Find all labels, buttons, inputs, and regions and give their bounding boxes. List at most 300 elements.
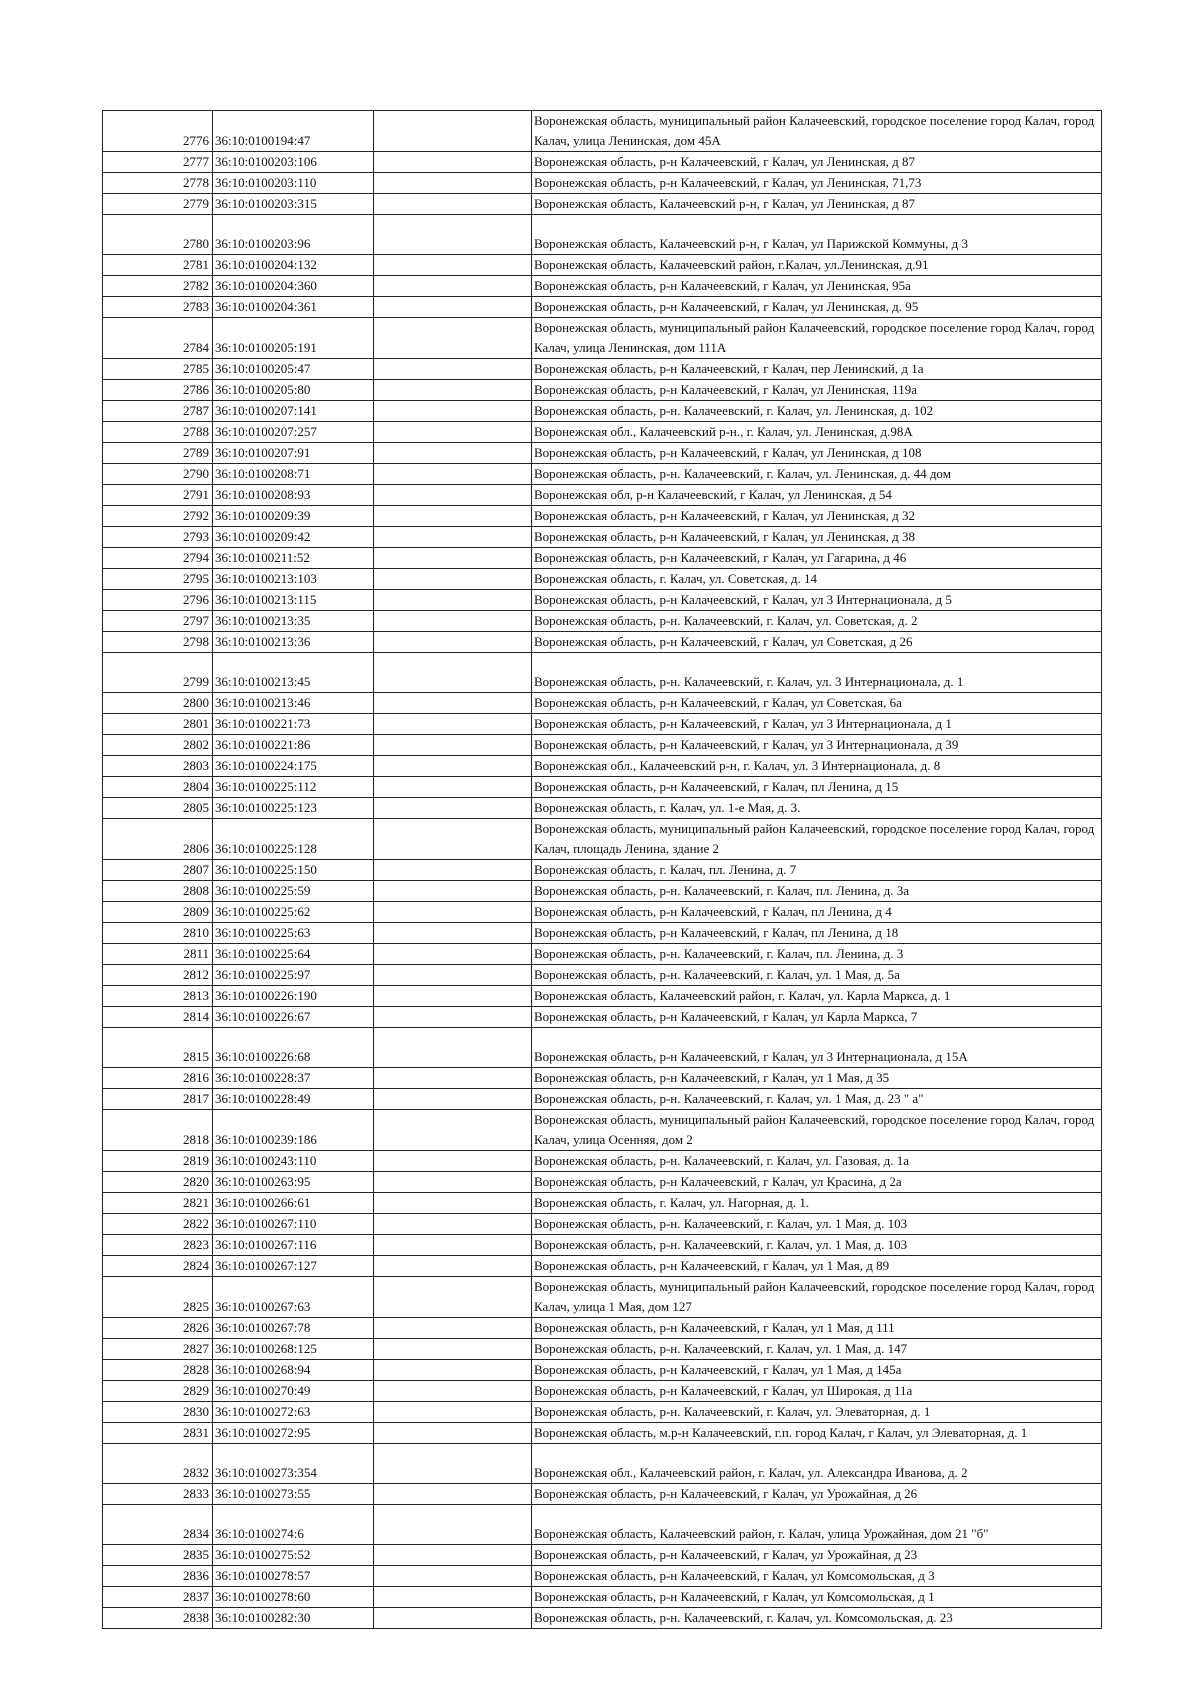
row-number: 2834	[103, 1505, 213, 1545]
row-number: 2812	[103, 965, 213, 986]
cadastral-number: 36:10:0100225:64	[213, 944, 374, 965]
empty-cell	[374, 1566, 532, 1587]
empty-cell	[374, 215, 532, 255]
empty-cell	[374, 590, 532, 611]
row-number: 2797	[103, 611, 213, 632]
table-row	[103, 1007, 1102, 1028]
table-row	[103, 590, 1102, 611]
row-number: 2817	[103, 1089, 213, 1110]
empty-cell	[374, 422, 532, 443]
empty-cell	[374, 401, 532, 422]
cadastral-number: 36:10:0100272:95	[213, 1423, 374, 1444]
row-number: 2838	[103, 1608, 213, 1629]
table-row	[103, 1360, 1102, 1381]
cadastral-number: 36:10:0100273:354	[213, 1444, 374, 1484]
address-cell: Воронежская область, г. Калач, ул. Советская, д. 14	[532, 569, 1102, 590]
empty-cell	[374, 986, 532, 1007]
address-cell: Воронежская область, р-н Калачеевский, г Калач, ул Ленинская, д 87	[532, 152, 1102, 173]
table-row	[103, 380, 1102, 401]
address-cell: Воронежская область, муниципальный район Калачеевский, городское поселение город Калач, город Калач, улица Ленинская, дом 111А	[532, 318, 1102, 359]
row-number: 2796	[103, 590, 213, 611]
table-row	[103, 714, 1102, 735]
address-cell: Воронежская область, р-н. Калачеевский, г. Калач, ул. 1 Мая, д. 23 " а"	[532, 1089, 1102, 1110]
row-number: 2818	[103, 1110, 213, 1151]
table-row	[103, 986, 1102, 1007]
table-row	[103, 255, 1102, 276]
empty-cell	[374, 756, 532, 777]
address-cell: Воронежская область, р-н Калачеевский, г Калач, ул 3 Интернационала, д 1	[532, 714, 1102, 735]
cadastral-number: 36:10:0100225:63	[213, 923, 374, 944]
empty-cell	[374, 1402, 532, 1423]
row-number: 2799	[103, 653, 213, 693]
address-cell: Воронежская область, р-н Калачеевский, г Калач, ул Советская, д 26	[532, 632, 1102, 653]
row-number: 2815	[103, 1028, 213, 1068]
empty-cell	[374, 173, 532, 194]
empty-cell	[374, 276, 532, 297]
address-cell: Воронежская область, р-н Калачеевский, г Калач, пер Ленинский, д 1а	[532, 359, 1102, 380]
cadastral-number: 36:10:0100282:30	[213, 1608, 374, 1629]
row-number: 2827	[103, 1339, 213, 1360]
table-row	[103, 401, 1102, 422]
empty-cell	[374, 443, 532, 464]
address-cell: Воронежская область, р-н Калачеевский, г Калач, ул Советская, 6а	[532, 693, 1102, 714]
cadastral-number: 36:10:0100267:116	[213, 1235, 374, 1256]
table-row	[103, 1256, 1102, 1277]
row-number: 2831	[103, 1423, 213, 1444]
row-number: 2784	[103, 318, 213, 359]
cadastral-number: 36:10:0100205:47	[213, 359, 374, 380]
empty-cell	[374, 1028, 532, 1068]
empty-cell	[374, 777, 532, 798]
table-row	[103, 506, 1102, 527]
table-row	[103, 611, 1102, 632]
cadastral-number: 36:10:0100228:37	[213, 1068, 374, 1089]
cadastral-number: 36:10:0100221:86	[213, 735, 374, 756]
table-row	[103, 1318, 1102, 1339]
address-cell: Воронежская область, г. Калач, ул. 1-е Мая, д. 3.	[532, 798, 1102, 819]
cadastral-number: 36:10:0100239:186	[213, 1110, 374, 1151]
empty-cell	[374, 1235, 532, 1256]
row-number: 2783	[103, 297, 213, 318]
address-cell: Воронежская область, г. Калач, пл. Ленина, д. 7	[532, 860, 1102, 881]
address-cell: Воронежская область, р-н. Калачеевский, г. Калач, ул. Элеваторная, д. 1	[532, 1402, 1102, 1423]
cadastral-number: 36:10:0100207:141	[213, 401, 374, 422]
address-cell: Воронежская область, р-н. Калачеевский, г. Калач, ул. 3 Интернационала, д. 1	[532, 653, 1102, 693]
address-cell: Воронежская область, Калачеевский район, г.Калач, ул.Ленинская, д.91	[532, 255, 1102, 276]
table-row	[103, 756, 1102, 777]
table-row	[103, 653, 1102, 693]
empty-cell	[374, 923, 532, 944]
table-row	[103, 276, 1102, 297]
cadastral-number: 36:10:0100273:55	[213, 1484, 374, 1505]
cadastral-number: 36:10:0100213:35	[213, 611, 374, 632]
cadastral-number: 36:10:0100263:95	[213, 1172, 374, 1193]
empty-cell	[374, 1256, 532, 1277]
row-number: 2781	[103, 255, 213, 276]
empty-cell	[374, 735, 532, 756]
row-number: 2802	[103, 735, 213, 756]
table-row	[103, 1545, 1102, 1566]
row-number: 2795	[103, 569, 213, 590]
empty-cell	[374, 1587, 532, 1608]
table-row	[103, 173, 1102, 194]
row-number: 2786	[103, 380, 213, 401]
empty-cell	[374, 548, 532, 569]
empty-cell	[374, 380, 532, 401]
row-number: 2811	[103, 944, 213, 965]
table-row	[103, 1505, 1102, 1545]
cadastral-number: 36:10:0100266:61	[213, 1193, 374, 1214]
table-row	[103, 194, 1102, 215]
empty-cell	[374, 485, 532, 506]
table-row	[103, 1381, 1102, 1402]
cadastral-number: 36:10:0100224:175	[213, 756, 374, 777]
table-row	[103, 798, 1102, 819]
address-cell: Воронежская область, муниципальный район Калачеевский, городское поселение город Калач, город Калач, улица Ленинская, дом 45А	[532, 111, 1102, 152]
row-number: 2828	[103, 1360, 213, 1381]
empty-cell	[374, 653, 532, 693]
cadastral-number: 36:10:0100205:191	[213, 318, 374, 359]
address-cell: Воронежская область, р-н Калачеевский, г Калач, ул Гагарина, д 46	[532, 548, 1102, 569]
table-row	[103, 297, 1102, 318]
address-cell: Воронежская область, р-н. Калачеевский, г. Калач, ул. 1 Мая, д. 103	[532, 1214, 1102, 1235]
table-row	[103, 1444, 1102, 1484]
address-cell: Воронежская обл., Калачеевский р-н, г. Калач, ул. 3 Интернационала, д. 8	[532, 756, 1102, 777]
row-number: 2788	[103, 422, 213, 443]
empty-cell	[374, 798, 532, 819]
address-cell: Воронежская область, р-н Калачеевский, г Калач, ул 3 Интернационала, д 5	[532, 590, 1102, 611]
address-cell: Воронежская область, р-н Калачеевский, г Калач, ул Комсомольская, д 1	[532, 1587, 1102, 1608]
empty-cell	[374, 1545, 532, 1566]
row-number: 2778	[103, 173, 213, 194]
cadastral-number: 36:10:0100268:94	[213, 1360, 374, 1381]
row-number: 2821	[103, 1193, 213, 1214]
address-cell: Воронежская область, р-н. Калачеевский, г. Калач, ул. 1 Мая, д. 103	[532, 1235, 1102, 1256]
register-body	[103, 111, 1102, 1629]
empty-cell	[374, 569, 532, 590]
table-row	[103, 569, 1102, 590]
row-number: 2794	[103, 548, 213, 569]
empty-cell	[374, 1193, 532, 1214]
cadastral-number: 36:10:0100213:46	[213, 693, 374, 714]
cadastral-number: 36:10:0100203:106	[213, 152, 374, 173]
cadastral-number: 36:10:0100213:36	[213, 632, 374, 653]
row-number: 2820	[103, 1172, 213, 1193]
row-number: 2826	[103, 1318, 213, 1339]
row-number: 2836	[103, 1566, 213, 1587]
cadastral-number: 36:10:0100213:103	[213, 569, 374, 590]
empty-cell	[374, 506, 532, 527]
empty-cell	[374, 318, 532, 359]
cadastral-number: 36:10:0100270:49	[213, 1381, 374, 1402]
address-cell: Воронежская область, м.р-н Калачеевский, г.п. город Калач, г Калач, ул Элеваторная, д. 1	[532, 1423, 1102, 1444]
table-row	[103, 548, 1102, 569]
address-cell: Воронежская обл., Калачеевский р-н., г. Калач, ул. Ленинская, д.98А	[532, 422, 1102, 443]
empty-cell	[374, 1339, 532, 1360]
empty-cell	[374, 693, 532, 714]
cadastral-number: 36:10:0100225:62	[213, 902, 374, 923]
cadastral-number: 36:10:0100225:123	[213, 798, 374, 819]
address-cell: Воронежская область, р-н Калачеевский, г Калач, ул Ленинская, 71,73	[532, 173, 1102, 194]
address-cell: Воронежская область, р-н Калачеевский, г Калач, ул Ленинская, д 108	[532, 443, 1102, 464]
cadastral-number: 36:10:0100209:42	[213, 527, 374, 548]
cadastral-number: 36:10:0100275:52	[213, 1545, 374, 1566]
empty-cell	[374, 194, 532, 215]
address-cell: Воронежская область, Калачеевский р-н, г Калач, ул Парижской Коммуны, д 3	[532, 215, 1102, 255]
cadastral-number: 36:10:0100267:110	[213, 1214, 374, 1235]
cadastral-number: 36:10:0100208:93	[213, 485, 374, 506]
row-number: 2793	[103, 527, 213, 548]
cadastral-number: 36:10:0100221:73	[213, 714, 374, 735]
table-row	[103, 152, 1102, 173]
table-row	[103, 359, 1102, 380]
cadastral-number: 36:10:0100228:49	[213, 1089, 374, 1110]
empty-cell	[374, 1381, 532, 1402]
address-cell: Воронежская область, р-н. Калачеевский, г. Калач, ул. 1 Мая, д. 147	[532, 1339, 1102, 1360]
row-number: 2785	[103, 359, 213, 380]
table-row	[103, 1566, 1102, 1587]
cadastral-number: 36:10:0100205:80	[213, 380, 374, 401]
cadastral-number: 36:10:0100207:257	[213, 422, 374, 443]
cadastral-number: 36:10:0100204:361	[213, 297, 374, 318]
row-number: 2832	[103, 1444, 213, 1484]
empty-cell	[374, 297, 532, 318]
row-number: 2825	[103, 1277, 213, 1318]
row-number: 2823	[103, 1235, 213, 1256]
row-number: 2780	[103, 215, 213, 255]
cadastral-number: 36:10:0100272:63	[213, 1402, 374, 1423]
cadastral-number: 36:10:0100203:110	[213, 173, 374, 194]
address-cell: Воронежская область, р-н Калачеевский, г Калач, пл Ленина, д 4	[532, 902, 1102, 923]
cadastral-number: 36:10:0100213:115	[213, 590, 374, 611]
table-row	[103, 1089, 1102, 1110]
cadastral-number: 36:10:0100204:132	[213, 255, 374, 276]
empty-cell	[374, 611, 532, 632]
address-cell: Воронежская область, р-н. Калачеевский, г. Калач, ул. 1 Мая, д. 5а	[532, 965, 1102, 986]
cadastral-number: 36:10:0100267:78	[213, 1318, 374, 1339]
address-cell: Воронежская область, р-н Калачеевский, г Калач, ул Урожайная, д 26	[532, 1484, 1102, 1505]
empty-cell	[374, 1089, 532, 1110]
table-row	[103, 1484, 1102, 1505]
row-number: 2807	[103, 860, 213, 881]
table-row	[103, 693, 1102, 714]
table-row	[103, 443, 1102, 464]
address-cell: Воронежская область, р-н. Калачеевский, г. Калач, пл. Ленина, д. 3	[532, 944, 1102, 965]
row-number: 2803	[103, 756, 213, 777]
table-row	[103, 1028, 1102, 1068]
table-row	[103, 944, 1102, 965]
row-number: 2782	[103, 276, 213, 297]
row-number: 2792	[103, 506, 213, 527]
table-row	[103, 485, 1102, 506]
empty-cell	[374, 944, 532, 965]
empty-cell	[374, 1151, 532, 1172]
empty-cell	[374, 1277, 532, 1318]
table-row	[103, 881, 1102, 902]
address-cell: Воронежская область, р-н Калачеевский, г Калач, ул Карла Маркса, 7	[532, 1007, 1102, 1028]
row-number: 2810	[103, 923, 213, 944]
address-cell: Воронежская область, р-н Калачеевский, г Калач, пл Ленина, д 18	[532, 923, 1102, 944]
cadastral-number: 36:10:0100209:39	[213, 506, 374, 527]
address-cell: Воронежская область, Калачеевский р-н, г Калач, ул Ленинская, д 87	[532, 194, 1102, 215]
row-number: 2777	[103, 152, 213, 173]
row-number: 2819	[103, 1151, 213, 1172]
empty-cell	[374, 1007, 532, 1028]
table-row	[103, 215, 1102, 255]
table-row	[103, 1423, 1102, 1444]
cadastral-number: 36:10:0100226:68	[213, 1028, 374, 1068]
address-cell: Воронежская область, р-н Калачеевский, г Калач, ул Комсомольская, д 3	[532, 1566, 1102, 1587]
address-cell: Воронежская область, р-н Калачеевский, г Калач, ул Ленинская, д. 95	[532, 297, 1102, 318]
empty-cell	[374, 1608, 532, 1629]
row-number: 2833	[103, 1484, 213, 1505]
empty-cell	[374, 881, 532, 902]
table-row	[103, 1608, 1102, 1629]
table-row	[103, 1068, 1102, 1089]
row-number: 2805	[103, 798, 213, 819]
empty-cell	[374, 1214, 532, 1235]
table-row	[103, 902, 1102, 923]
table-row	[103, 527, 1102, 548]
table-row	[103, 735, 1102, 756]
row-number: 2787	[103, 401, 213, 422]
table-row	[103, 860, 1102, 881]
row-number: 2830	[103, 1402, 213, 1423]
row-number: 2779	[103, 194, 213, 215]
cadastral-number: 36:10:0100274:6	[213, 1505, 374, 1545]
row-number: 2790	[103, 464, 213, 485]
row-number: 2789	[103, 443, 213, 464]
address-cell: Воронежская область, р-н Калачеевский, г Калач, пл Ленина, д 15	[532, 777, 1102, 798]
empty-cell	[374, 1110, 532, 1151]
empty-cell	[374, 1444, 532, 1484]
empty-cell	[374, 359, 532, 380]
cadastral-number: 36:10:0100267:63	[213, 1277, 374, 1318]
table-row	[103, 777, 1102, 798]
address-cell: Воронежская область, р-н Калачеевский, г Калач, ул 1 Мая, д 145а	[532, 1360, 1102, 1381]
row-number: 2776	[103, 111, 213, 152]
address-cell: Воронежская область, р-н Калачеевский, г Калач, ул Ленинская, 119а	[532, 380, 1102, 401]
table-row	[103, 632, 1102, 653]
row-number: 2814	[103, 1007, 213, 1028]
cadastral-number: 36:10:0100204:360	[213, 276, 374, 297]
address-cell: Воронежская область, р-н. Калачеевский, г. Калач, пл. Ленина, д. 3а	[532, 881, 1102, 902]
address-cell: Воронежская обл., Калачеевский район, г. Калач, ул. Александра Иванова, д. 2	[532, 1444, 1102, 1484]
address-cell: Воронежская область, р-н. Калачеевский, г. Калач, ул. Ленинская, д. 102	[532, 401, 1102, 422]
address-cell: Воронежская область, р-н Калачеевский, г Калач, ул Широкая, д 11а	[532, 1381, 1102, 1402]
empty-cell	[374, 527, 532, 548]
empty-cell	[374, 1423, 532, 1444]
row-number: 2809	[103, 902, 213, 923]
empty-cell	[374, 965, 532, 986]
empty-cell	[374, 1318, 532, 1339]
address-cell: Воронежская область, р-н Калачеевский, г Калач, ул Красина, д 2а	[532, 1172, 1102, 1193]
address-cell: Воронежская область, р-н. Калачеевский, г. Калач, ул. Советская, д. 2	[532, 611, 1102, 632]
address-cell: Воронежская область, Калачеевский район, г. Калач, ул. Карла Маркса, д. 1	[532, 986, 1102, 1007]
empty-cell	[374, 255, 532, 276]
row-number: 2813	[103, 986, 213, 1007]
cadastral-number: 36:10:0100225:112	[213, 777, 374, 798]
table-row	[103, 1214, 1102, 1235]
address-cell: Воронежская область, р-н. Калачеевский, г. Калач, ул. Газовая, д. 1а	[532, 1151, 1102, 1172]
table-row	[103, 1193, 1102, 1214]
empty-cell	[374, 1068, 532, 1089]
empty-cell	[374, 860, 532, 881]
empty-cell	[374, 152, 532, 173]
empty-cell	[374, 464, 532, 485]
cadastral-number: 36:10:0100225:59	[213, 881, 374, 902]
cadastral-number: 36:10:0100243:110	[213, 1151, 374, 1172]
address-cell: Воронежская область, р-н Калачеевский, г Калач, ул Урожайная, д 23	[532, 1545, 1102, 1566]
table-row	[103, 1402, 1102, 1423]
row-number: 2822	[103, 1214, 213, 1235]
address-cell: Воронежская область, р-н. Калачеевский, г. Калач, ул. Ленинская, д. 44 дом	[532, 464, 1102, 485]
cadastral-number: 36:10:0100267:127	[213, 1256, 374, 1277]
empty-cell	[374, 819, 532, 860]
address-cell: Воронежская область, р-н Калачеевский, г Калач, ул 1 Мая, д 89	[532, 1256, 1102, 1277]
table-row	[103, 819, 1102, 860]
cadastral-number: 36:10:0100203:96	[213, 215, 374, 255]
address-cell: Воронежская область, р-н Калачеевский, г Калач, ул 1 Мая, д 111	[532, 1318, 1102, 1339]
table-row	[103, 1110, 1102, 1151]
address-cell: Воронежская область, р-н. Калачеевский, г. Калач, ул. Комсомольская, д. 23	[532, 1608, 1102, 1629]
address-cell: Воронежская область, р-н Калачеевский, г Калач, ул Ленинская, д 32	[532, 506, 1102, 527]
cadastral-number: 36:10:0100207:91	[213, 443, 374, 464]
row-number: 2804	[103, 777, 213, 798]
cadastral-number: 36:10:0100225:150	[213, 860, 374, 881]
row-number: 2829	[103, 1381, 213, 1402]
address-cell: Воронежская область, г. Калач, ул. Нагорная, д. 1.	[532, 1193, 1102, 1214]
empty-cell	[374, 1505, 532, 1545]
cadastral-number: 36:10:0100194:47	[213, 111, 374, 152]
table-row	[103, 464, 1102, 485]
table-row	[103, 923, 1102, 944]
address-cell: Воронежская область, р-н Калачеевский, г Калач, ул 3 Интернационала, д 39	[532, 735, 1102, 756]
table-row	[103, 1277, 1102, 1318]
row-number: 2791	[103, 485, 213, 506]
cadastral-number: 36:10:0100278:60	[213, 1587, 374, 1608]
row-number: 2835	[103, 1545, 213, 1566]
table-row	[103, 1235, 1102, 1256]
row-number: 2806	[103, 819, 213, 860]
empty-cell	[374, 1484, 532, 1505]
table-row	[103, 111, 1102, 152]
row-number: 2837	[103, 1587, 213, 1608]
table-row	[103, 1587, 1102, 1608]
cadastral-number: 36:10:0100226:190	[213, 986, 374, 1007]
cadastral-register-table	[102, 110, 1102, 1629]
address-cell: Воронежская обл, р-н Калачеевский, г Калач, ул Ленинская, д 54	[532, 485, 1102, 506]
cadastral-number: 36:10:0100268:125	[213, 1339, 374, 1360]
empty-cell	[374, 714, 532, 735]
cadastral-number: 36:10:0100213:45	[213, 653, 374, 693]
row-number: 2800	[103, 693, 213, 714]
address-cell: Воронежская область, р-н Калачеевский, г Калач, ул 3 Интернационала, д 15А	[532, 1028, 1102, 1068]
cadastral-number: 36:10:0100225:128	[213, 819, 374, 860]
table-row	[103, 422, 1102, 443]
cadastral-number: 36:10:0100211:52	[213, 548, 374, 569]
address-cell: Воронежская область, р-н Калачеевский, г Калач, ул Ленинская, 95а	[532, 276, 1102, 297]
row-number: 2816	[103, 1068, 213, 1089]
row-number: 2801	[103, 714, 213, 735]
row-number: 2824	[103, 1256, 213, 1277]
table-row	[103, 1172, 1102, 1193]
address-cell: Воронежская область, муниципальный район Калачеевский, городское поселение город Калач, город Калач, площадь Ленина, здание 2	[532, 819, 1102, 860]
address-cell: Воронежская область, р-н Калачеевский, г Калач, ул 1 Мая, д 35	[532, 1068, 1102, 1089]
empty-cell	[374, 111, 532, 152]
address-cell: Воронежская область, муниципальный район Калачеевский, городское поселение город Калач, город Калач, улица Осенняя, дом 2	[532, 1110, 1102, 1151]
address-cell: Воронежская область, муниципальный район Калачеевский, городское поселение город Калач, город Калач, улица 1 Мая, дом 127	[532, 1277, 1102, 1318]
